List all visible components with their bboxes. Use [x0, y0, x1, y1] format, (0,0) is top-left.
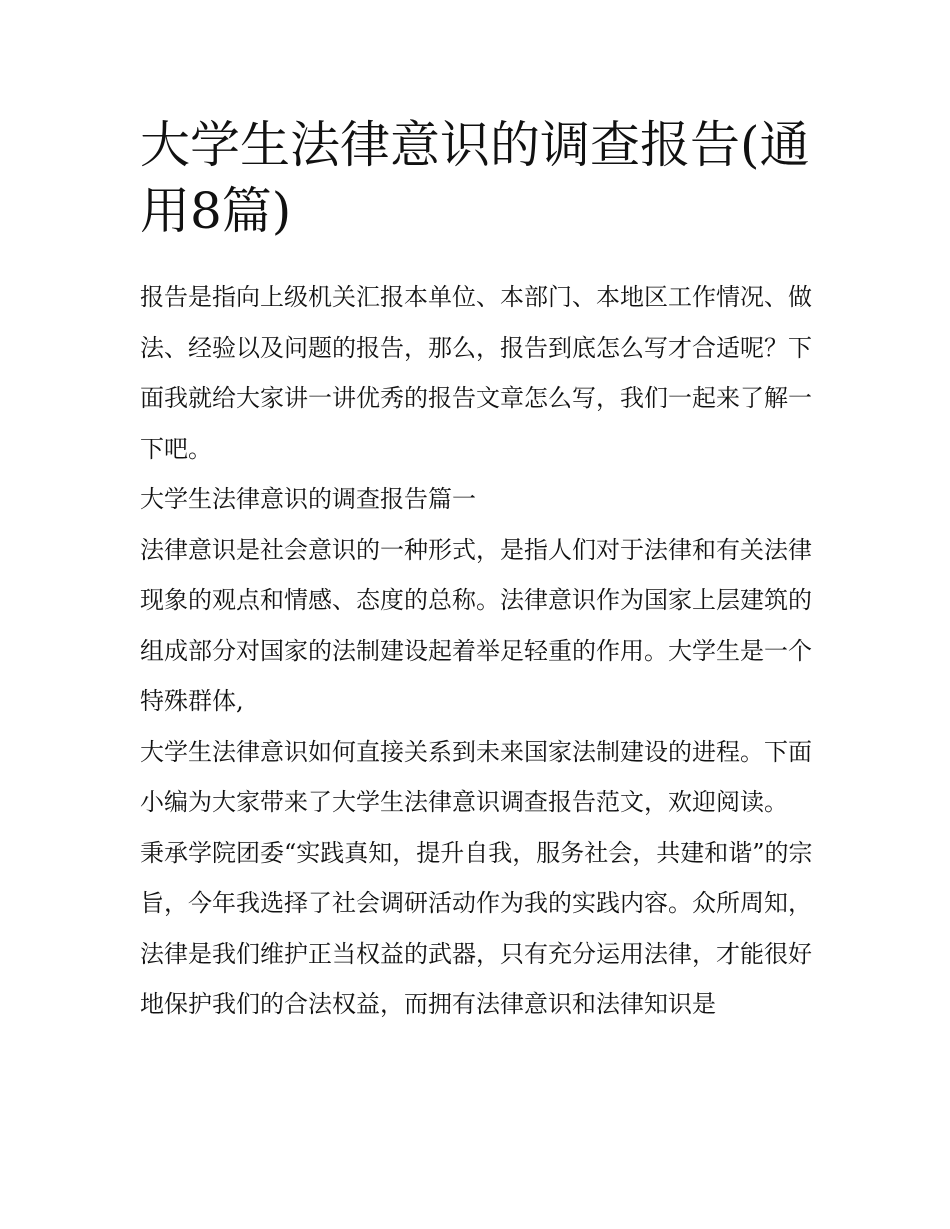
section-heading: 大学生法律意识的调查报告篇一: [140, 485, 476, 513]
document-title: 大学生法律意识的调查报告(通用8篇): [140, 116, 810, 240]
intro-paragraph: 报告是指向上级机关汇报本单位、本部门、本地区工作情况、做法、经验以及问题的报告，那么，报告到底怎么写才合适呢？下面我就给大家讲一讲优秀的报告文章怎么写，我们一起来了解一下吧。: [140, 283, 812, 463]
body-paragraph: 法律意识是社会意识的一种形式，是指人们对于法律和有关法律现象的观点和情感、态度的总称。法律意识作为国家上层建筑的组成部分对国家的法制建设起着举足轻重的作用。大学生是一个特殊群体,: [140, 535, 812, 715]
document-body: [140, 272, 820, 1030]
document-content: [140, 112, 820, 1030]
body-paragraph: 大学生法律意识如何直接关系到未来国家法制建设的进程。下面小编为大家带来了大学生法律意识调查报告范文，欢迎阅读。: [140, 737, 812, 816]
body-paragraph: 秉承学院团委“实践真知，提升自我，服务社会，共建和谐”的宗旨，今年我选择了社会调研活动作为我的实践内容。众所周知，法律是我们维护正当权益的武器，只有充分运用法律，才能很好地保护我们的合法权益，而拥有法律意识和法律知识是: [140, 838, 813, 1018]
